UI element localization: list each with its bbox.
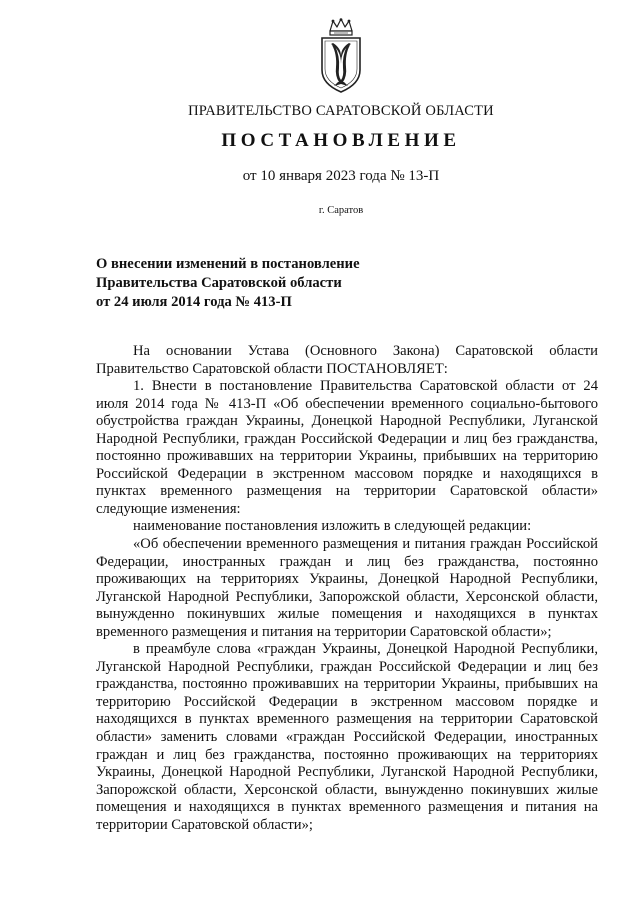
coat-of-arms-icon <box>319 18 363 94</box>
document-type-title: ПОСТАНОВЛЕНИЕ <box>221 130 461 151</box>
subject-line-1: О внесении изменений в постановление <box>96 256 360 272</box>
government-name: ПРАВИТЕЛЬСТВО САРАТОВСКОЙ ОБЛАСТИ <box>188 103 494 119</box>
document-date-number: от 10 января 2023 года № 13-П <box>242 168 440 184</box>
paragraph-new-title: «Об обеспечении временного размещения и питания граждан Российской Федерации, иностранных граждан и лиц без гражданства, постоянно проживающих на территориях Украины, Донецкой Народной Республики, Луганской Народной Республики, Запорожской области, Херсонской области, вынужденно покинувших жилые помещения и находящихся в пунктах временного размещения и питания на территории Саратовской области»; <box>96 536 598 640</box>
paragraph-item-1: 1. Внести в постановление Правительства Саратовской области от 24 июля 2014 года № 413-П «Об обеспечении временного социально-бытового обустройства граждан Украины, Донецкой Народной Республики, Луганской Народной Республики, граждан Российской Федерации и лиц без гражданства, постоянно проживавших на территории Украины, прибывших на территорию Российской Федерации в экстренном массовом порядке и находящихся в пунктах временного размещения на территории Саратовской области» следующие изменения: <box>96 378 598 517</box>
subject-line-3: от 24 июля 2014 года № 413-П <box>96 294 292 310</box>
crown-icon <box>330 18 352 35</box>
document-city: г. Саратов <box>318 205 364 216</box>
paragraph-preamble-change: в преамбуле слова «граждан Украины, Донецкой Народной Республики, Луганской Народной Республики, граждан Российской Федерации и лиц без гражданства, постоянно проживавших на территории Украины, прибывших на территорию Российской Федерации в экстренном массовом порядке и находящихся в пунктах временного размещения на территории Саратовской области» заменить словами «граждан Российской Федерации, иностранных граждан и лиц без гражданства, постоянно проживающих на территориях Украины, Донецкой Народной Республики, Луганской Народной Республики, Запорожской области, Херсонской области, вынужденно покинувших жилые помещения и находящихся в пунктах временного размещения и питания на территории Саратовской области»; <box>96 641 598 833</box>
subject-line-2: Правительства Саратовской области <box>96 275 342 291</box>
document-body <box>96 343 598 834</box>
paragraph-title-change: наименование постановления изложить в следующей редакции: <box>133 518 532 535</box>
document-subject <box>96 255 476 312</box>
paragraph-basis: На основании Устава (Основного Закона) Саратовской области Правительство Саратовской области ПОСТАНОВЛЯЕТ: <box>96 343 598 377</box>
